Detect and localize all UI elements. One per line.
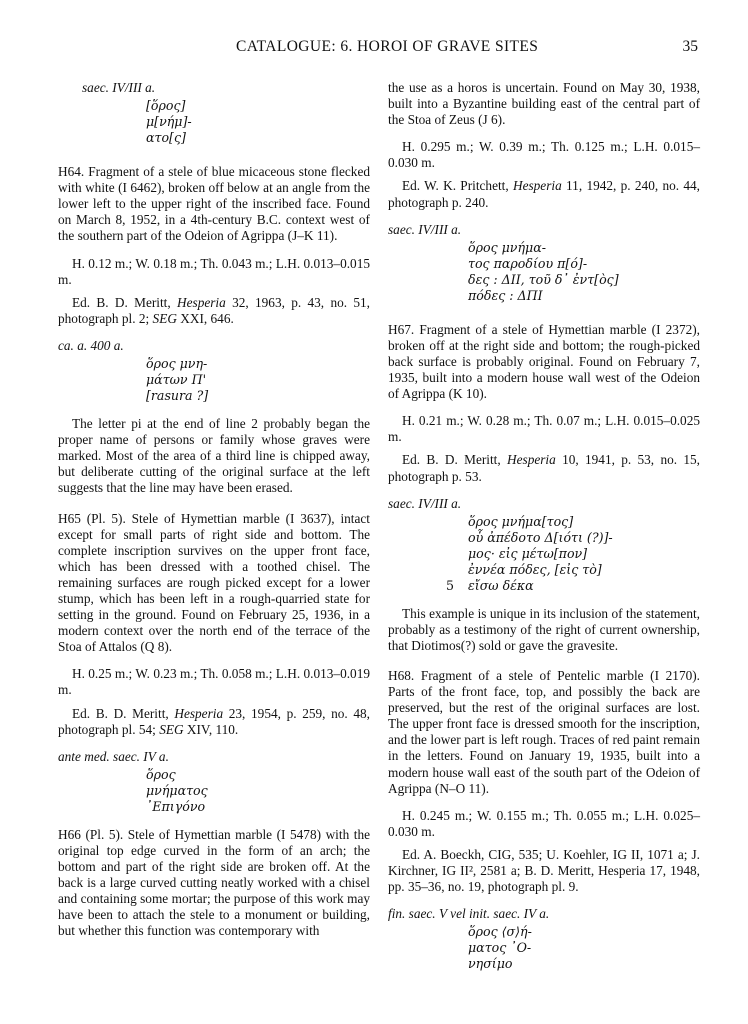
edition-tail: XIV, 110. <box>183 721 239 737</box>
dating: fin. saec. V vel init. saec. IV a. <box>388 906 550 922</box>
seg-abbrev: SEG <box>152 310 177 326</box>
inscription-line: ὅρος μνήμα[τος] <box>468 513 574 529</box>
edition-ref: 10, 1941, p. 53, no. 15, photograph p. 53. <box>388 452 700 484</box>
inscription-line: μ[νήμ]- <box>146 114 192 130</box>
seg-abbrev: SEG <box>159 721 184 737</box>
entry-h65-dimensions: H. 0.25 m.; W. 0.23 m.; Th. 0.058 m.; L.H. 0.013–0.019 m. <box>58 666 370 698</box>
inscription-line: νησίμο <box>468 956 513 972</box>
dating: saec. IV/III a. <box>82 80 156 95</box>
greek-inscription <box>446 513 700 594</box>
dating: saec. IV/III a. <box>388 221 462 237</box>
inscription-line: ατο[ς] <box>146 130 186 146</box>
inscription-line: ὅρος μνήμα- <box>468 239 546 255</box>
right-column <box>388 80 700 984</box>
inscription-line: [ὅρος] <box>146 98 186 114</box>
inscription-line: τος παροδίου π[ό]- <box>468 255 588 271</box>
entry-h66-description: H66 (Pl. 5). Stele of Hymettian marble (I 5478) with the original top edge curved in the form of an arch; the bottom and part of the right side are broken off. At the back is a large curved cutting neatly worked with a chisel and containing some mortar; the purpose of this work may have been to attach the stele to a monument or building, but whether this function was contemporary with <box>58 826 370 939</box>
edition-ref: 23, 1954, p. 259, no. 48, photograph pl. 54; <box>58 705 370 737</box>
journal-name: Hesperia <box>507 452 556 468</box>
entry-h64-dimensions: H. 0.12 m.; W. 0.18 m.; Th. 0.043 m.; L.H. 0.013–0.015 m. <box>58 255 370 287</box>
entry-h64-commentary: The letter pi at the end of line 2 probably began the proper name of persons or family whose graves were marked. Most of the area of a third line is chipped away, but deliberate cutting of the original surface at the left suggests that the line may have been erased. <box>58 416 370 496</box>
edition-prefix: Ed. B. D. Meritt, <box>402 452 508 468</box>
inscription-line: ὅρος <box>146 766 176 782</box>
entry-h64-description: H64. Fragment of a stele of blue micaceous stone flecked with white (I 6462), broken off below at an angle from the lower left to the upper right of the inscribed face. Found on March 8, 1952, in a 4th-century B.C. context west of the southern part of the Odeion of Agrippa (J–K 11). <box>58 164 370 244</box>
edition-ref: 32, 1963, p. 43, no. 51, photograph pl. 2; <box>58 294 370 326</box>
inscription-line: ἐννέα πόδες, [εἰς τὸ] <box>468 561 602 577</box>
entry-h67-edition <box>388 452 700 484</box>
entry-h66-edition <box>388 178 700 210</box>
entry-h65-edition <box>58 706 370 738</box>
edition-prefix: Ed. W. K. Pritchett, <box>402 178 513 194</box>
inscription-line: ᾿Επιγόνο <box>146 798 206 814</box>
inscription-line: μάτων Π' <box>146 372 207 388</box>
inscription-line: [rasura ?] <box>146 388 209 404</box>
greek-inscription <box>146 767 370 815</box>
dating: ca. a. 400 a. <box>58 337 124 353</box>
inscription-line: ὅρος ⟨σ⟩ή- <box>468 924 532 940</box>
inscription-line: οὗ ἀπέδοτο Δ[ιότι (?)]- <box>468 529 613 545</box>
entry-h66-description-continued: the use as a horos is uncertain. Found on May 30, 1938, built into a Byzantine building east of the central part of the Stoa of Zeus (J 6). <box>388 80 700 128</box>
inscription-line-text: εἴσω δέκα <box>468 577 534 593</box>
journal-name: Hesperia <box>177 294 226 310</box>
greek-inscription <box>146 356 370 404</box>
inscription-line: μος· εἰς μέτω[πον] <box>468 545 588 561</box>
edition-prefix: Ed. B. D. Meritt, <box>72 705 175 721</box>
entry-h65-description: H65 (Pl. 5). Stele of Hymettian marble (I 3637), intact except for small parts of right side and bottom. The complete inscription survives on the upper front face, which has been dressed with a toothed chisel. The remaining surfaces are rough picked except for a lower stump, which has been left in a rough-quarried state for setting in the ground. Found on February 25, 1936, in a modern context over the north end of the terrace of the Stoa of Attalos (Q 8). <box>58 510 370 655</box>
line-number: 5 <box>446 577 455 593</box>
edition-tail: XXI, 646. <box>176 310 234 326</box>
greek-inscription <box>146 98 370 146</box>
inscription-line <box>446 577 700 594</box>
entry-h64-edition <box>58 295 370 327</box>
inscription-line: ματος ᾿Ο- <box>468 940 532 956</box>
journal-name: Hesperia <box>512 178 562 194</box>
inscription-line: δες : ΔΙΙ, τοῦ δ᾿ ἐντ[ὸς] <box>468 271 619 287</box>
greek-inscription <box>468 240 700 304</box>
edition-prefix: Ed. B. D. Meritt, <box>72 294 178 310</box>
entry-h67-commentary: This example is unique in its inclusion of the statement, probably as a testimony of the right of current ownership, that Diotimos(?) sold or gave the gravesite. <box>388 605 700 653</box>
running-title: CATALOGUE: 6. HOROI OF GRAVE SITES <box>236 38 539 55</box>
edition-ref: 11, 1942, p. 240, no. 44, photograph p. 240. <box>388 178 701 210</box>
journal-name: Hesperia <box>174 705 224 721</box>
inscription-line: πόδες : ΔΠΙ <box>468 287 543 303</box>
inscription-line: ὅρος μνη- <box>146 356 208 372</box>
page-number: 35 <box>682 38 698 55</box>
running-header <box>58 38 698 62</box>
greek-inscription <box>468 924 700 972</box>
entry-h67-dimensions: H. 0.21 m.; W. 0.28 m.; Th. 0.07 m.; L.H. 0.015–0.025 m. <box>388 413 700 445</box>
entry-h68-edition: Ed. A. Boeckh, CIG, 535; U. Koehler, IG II, 1071 a; J. Kirchner, IG II², 2581 a; B. D. Meritt, Hesperia 17, 1948, pp. 35–36, no. 19, photograph pl. 9. <box>388 846 700 895</box>
entry-h66-dimensions: H. 0.295 m.; W. 0.39 m.; Th. 0.125 m.; L.H. 0.015–0.030 m. <box>388 139 700 171</box>
dating: saec. IV/III a. <box>388 495 462 511</box>
inscription-line: μνήματος <box>146 782 208 798</box>
left-column <box>58 80 370 950</box>
entry-h68-description: H68. Fragment of a stele of Pentelic marble (I 2170). Parts of the front face, top, and possibly the back are preserved, but the rest of the original surfaces are lost. The upper front face is dressed smooth for the inscription, and the lower part is left rough. Traces of red paint remain in the letters. Found on January 19, 1935, built into a modern house wall east of the south part of the Odeion of Agrippa (N–O 11). <box>388 667 700 796</box>
entry-h67-description: H67. Fragment of a stele of Hymettian marble (I 2372), broken off at the right side and bottom; the rough-picked back surface is probably original. Found on February 7, 1935, built into a modern house wall west of the Odeion of Agrippa (K 10). <box>388 321 700 402</box>
dating: ante med. saec. IV a. <box>58 748 169 764</box>
entry-h68-dimensions: H. 0.245 m.; W. 0.155 m.; Th. 0.055 m.; L.H. 0.025–0.030 m. <box>388 807 700 839</box>
